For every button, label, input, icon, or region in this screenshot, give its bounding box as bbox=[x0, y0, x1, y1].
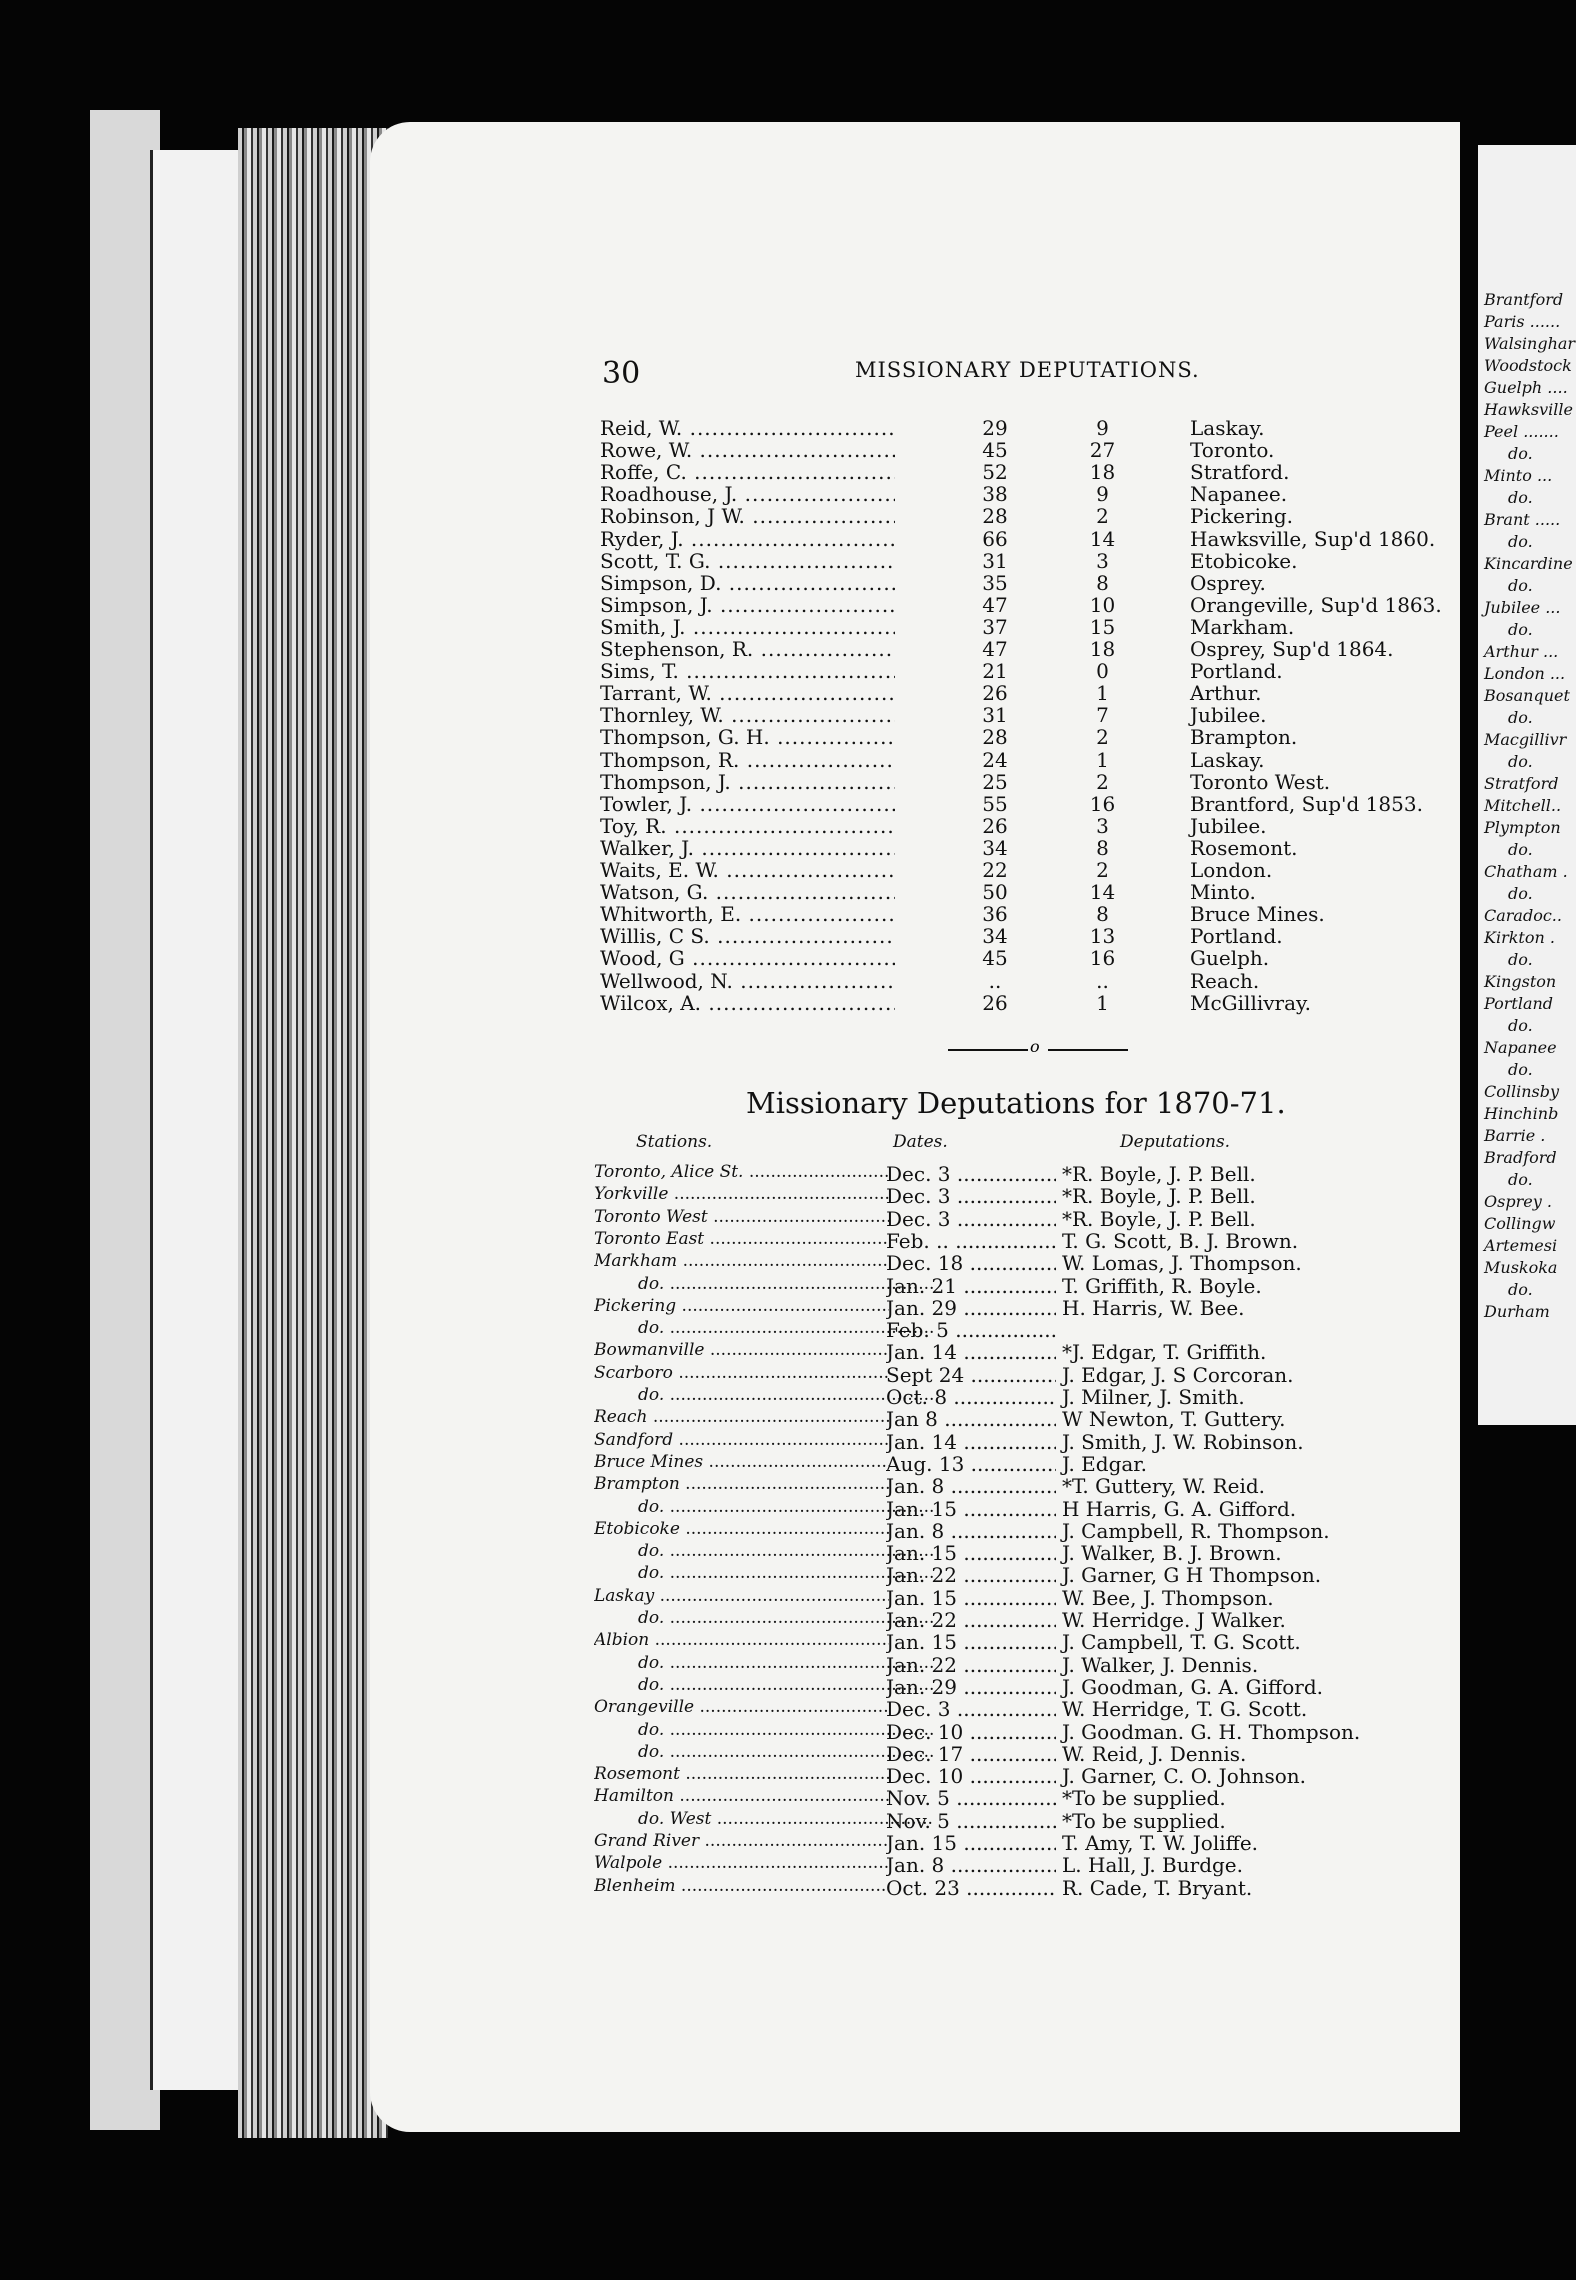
deputation-date: Jan. 15 ..... bbox=[886, 1541, 1056, 1565]
facing-page-fragment: Osprey . bbox=[1484, 1192, 1552, 1211]
minister-name: Thornley, W. ..... bbox=[600, 703, 895, 727]
minister-years-service: 18 bbox=[1089, 460, 1116, 485]
station-name: Sandford ..... bbox=[594, 1430, 889, 1450]
station-name: do. ..... bbox=[594, 1742, 933, 1762]
facing-page-fragment: do. bbox=[1508, 1280, 1533, 1299]
station-name: do. ..... bbox=[594, 1318, 933, 1338]
minister-place: Bruce Mines. bbox=[1190, 902, 1325, 927]
minister-years-service: 9 bbox=[1096, 416, 1109, 440]
minister-years-service: 1 bbox=[1096, 681, 1109, 706]
minister-name: Roadhouse, J. ..... bbox=[600, 482, 895, 506]
station-name: Yorkville ..... bbox=[594, 1184, 889, 1204]
deputation-names: T. Amy, T. W. Joliffe. bbox=[1062, 1831, 1259, 1855]
deputation-names: J. Campbell, T. G. Scott. bbox=[1062, 1630, 1301, 1655]
station-name: Reach ..... bbox=[594, 1407, 889, 1427]
deputation-date: Dec. 3 ..... bbox=[886, 1697, 1056, 1721]
minister-years-age: 24 bbox=[982, 747, 1008, 772]
facing-page-fragment: Jubilee ... bbox=[1484, 598, 1561, 617]
minister-place: Toronto. bbox=[1190, 438, 1275, 463]
minister-place: Guelph. bbox=[1190, 946, 1270, 971]
minister-place: Laskay. bbox=[1190, 416, 1265, 440]
minister-years-service: 0 bbox=[1096, 659, 1109, 684]
deputation-date: Dec. 3 ..... bbox=[886, 1184, 1056, 1208]
station-name: Bruce Mines ..... bbox=[594, 1452, 889, 1472]
minister-name: Sims, T. ..... bbox=[600, 659, 895, 683]
deputation-date: Dec. 18 ..... bbox=[886, 1251, 1056, 1275]
minister-name: Thompson, R. ..... bbox=[600, 748, 895, 772]
minister-place: Portland. bbox=[1190, 924, 1283, 949]
facing-page-fragment: Kingston bbox=[1484, 972, 1557, 991]
station-name: do. West ..... bbox=[594, 1809, 933, 1829]
deputation-date: Feb. .. ..... bbox=[886, 1229, 1056, 1253]
minister-years-age: 31 bbox=[982, 548, 1008, 573]
deputation-date: Oct. 23 ..... bbox=[886, 1876, 1056, 1900]
station-name: do. ..... bbox=[594, 1274, 933, 1294]
minister-place: Toronto West. bbox=[1190, 769, 1331, 794]
facing-page-fragment: do. bbox=[1508, 840, 1533, 859]
deputation-date: Dec. 3 ..... bbox=[886, 1162, 1056, 1186]
facing-page-fragment: Kirkton . bbox=[1484, 928, 1555, 947]
deputation-date: Jan. 22 ..... bbox=[886, 1608, 1056, 1632]
deputation-date: Dec. 3 ..... bbox=[886, 1207, 1056, 1231]
deputation-names: *To be supplied. bbox=[1062, 1808, 1226, 1833]
minister-years-service: 7 bbox=[1096, 703, 1109, 728]
header-deputations: Deputations. bbox=[1120, 1132, 1231, 1152]
facing-page-fragment: Portland bbox=[1484, 994, 1554, 1013]
facing-page-fragment: Peel ....... bbox=[1484, 422, 1559, 441]
minister-years-age: 45 bbox=[982, 946, 1008, 971]
minister-name: Scott, T. G. ..... bbox=[600, 549, 895, 573]
facing-page-fragment: Brantford bbox=[1484, 290, 1564, 309]
minister-place: Jubilee. bbox=[1190, 813, 1267, 838]
minister-name: Whitworth, E. ..... bbox=[600, 902, 895, 926]
deputation-names: *R. Boyle, J. P. Bell. bbox=[1062, 1184, 1256, 1209]
deputation-names: J. Milner, J. Smith. bbox=[1062, 1385, 1245, 1409]
deputation-date: Sept 24 ..... bbox=[886, 1363, 1056, 1387]
facing-page-fragment: Paris ...... bbox=[1484, 312, 1561, 331]
minister-years-service: 15 bbox=[1089, 614, 1116, 639]
deputation-names: J. Campbell, R. Thompson. bbox=[1062, 1518, 1330, 1543]
minister-name: Simpson, J. ..... bbox=[600, 593, 895, 617]
facing-page-fragment: Collingw bbox=[1484, 1214, 1556, 1233]
minister-years-age: 47 bbox=[982, 637, 1008, 661]
minister-place: Portland. bbox=[1190, 659, 1283, 684]
facing-page-fragment: Arthur ... bbox=[1484, 642, 1559, 661]
minister-years-age: 35 bbox=[982, 570, 1008, 595]
minister-years-age: 38 bbox=[982, 482, 1008, 507]
minister-years-service: .. bbox=[1096, 968, 1109, 993]
minister-place: Pickering. bbox=[1190, 504, 1294, 529]
deputation-names: J. Garner, G H Thompson. bbox=[1062, 1563, 1322, 1588]
minister-years-service: 16 bbox=[1089, 946, 1116, 971]
minister-years-service: 8 bbox=[1096, 902, 1109, 927]
deputation-names: W. Lomas, J. Thompson. bbox=[1062, 1251, 1302, 1276]
facing-page-fragment: do. bbox=[1508, 752, 1533, 771]
minister-years-service: 9 bbox=[1096, 482, 1109, 507]
station-name: Albion ..... bbox=[594, 1630, 889, 1650]
deputation-date: Jan. 22 ..... bbox=[886, 1653, 1056, 1677]
facing-page-fragment: do. bbox=[1508, 444, 1533, 463]
minister-place: Brampton. bbox=[1190, 725, 1298, 750]
facing-page-fragment: London ... bbox=[1484, 664, 1566, 683]
facing-page-fragment: Walsinghar bbox=[1484, 334, 1576, 353]
facing-page-fragment: do. bbox=[1508, 532, 1533, 551]
minister-name: Smith, J. ..... bbox=[600, 615, 895, 639]
facing-page-margin bbox=[1478, 145, 1576, 1425]
minister-name: Roffe, C. ..... bbox=[600, 460, 895, 484]
page-number: 30 bbox=[602, 356, 641, 391]
deputation-names: J. Edgar. bbox=[1062, 1451, 1148, 1476]
minister-years-service: 27 bbox=[1089, 438, 1116, 463]
facing-page-fragment: Plympton bbox=[1484, 818, 1561, 837]
deputation-date: Jan. 29 ..... bbox=[886, 1296, 1056, 1320]
facing-page-fragment: Napanee bbox=[1484, 1038, 1557, 1057]
deputation-names: J. Garner, C. O. Johnson. bbox=[1062, 1764, 1307, 1789]
minister-years-service: 2 bbox=[1096, 858, 1109, 882]
deputation-date: Oct. 8 ..... bbox=[886, 1385, 1056, 1409]
station-name: Blenheim ..... bbox=[594, 1876, 889, 1896]
facing-page-fragment: Bradford bbox=[1484, 1148, 1557, 1167]
minister-years-service: 1 bbox=[1096, 747, 1109, 772]
deputation-names: *To be supplied. bbox=[1062, 1786, 1226, 1811]
station-name: Toronto, Alice St. ..... bbox=[594, 1162, 889, 1182]
deputation-date: Jan. 15 ..... bbox=[886, 1630, 1056, 1654]
minister-years-age: 22 bbox=[982, 858, 1008, 882]
minister-years-age: 29 bbox=[982, 416, 1008, 440]
minister-years-age: 50 bbox=[982, 880, 1008, 905]
minister-years-service: 13 bbox=[1089, 924, 1116, 949]
minister-name: Towler, J. ..... bbox=[600, 792, 895, 816]
minister-place: Osprey. bbox=[1190, 570, 1266, 595]
minister-years-service: 8 bbox=[1096, 835, 1109, 860]
deputation-names: W. Reid, J. Dennis. bbox=[1062, 1741, 1247, 1766]
minister-years-age: 37 bbox=[982, 614, 1008, 639]
minister-years-age: 26 bbox=[982, 681, 1008, 706]
deputation-names: *R. Boyle, J. P. Bell. bbox=[1062, 1206, 1256, 1231]
minister-place: Markham. bbox=[1190, 614, 1295, 639]
minister-years-age: 21 bbox=[982, 659, 1008, 684]
facing-page-fragment: do. bbox=[1508, 620, 1533, 639]
minister-years-age: 26 bbox=[982, 990, 1008, 1015]
minister-years-age: 25 bbox=[982, 769, 1008, 794]
facing-page-fragment: do. bbox=[1508, 576, 1533, 595]
minister-place: Rosemont. bbox=[1190, 835, 1298, 860]
station-name: Toronto East ..... bbox=[594, 1229, 889, 1249]
station-name: do. ..... bbox=[594, 1497, 933, 1517]
deputation-names: J. Smith, J. W. Robinson. bbox=[1062, 1429, 1304, 1454]
minister-name: Tarrant, W. ..... bbox=[600, 681, 895, 705]
deputation-names: *J. Edgar, T. Griffith. bbox=[1062, 1340, 1267, 1365]
minister-years-age: 45 bbox=[982, 438, 1008, 463]
facing-page-fragment: Barrie . bbox=[1484, 1126, 1546, 1145]
station-name: Grand River ..... bbox=[594, 1831, 889, 1851]
facing-page-fragment: do. bbox=[1508, 708, 1533, 727]
deputation-date: Feb. 5 ..... bbox=[886, 1318, 1056, 1342]
deputation-names: J. Edgar, J. S Corcoran. bbox=[1062, 1362, 1294, 1387]
station-name: do. ..... bbox=[594, 1608, 933, 1628]
station-name: Toronto West ..... bbox=[594, 1207, 889, 1227]
facing-page-fragment: do. bbox=[1508, 884, 1533, 903]
deputation-date: Nov. 5 ..... bbox=[886, 1786, 1056, 1810]
minister-years-age: 31 bbox=[982, 703, 1008, 728]
minister-years-service: 10 bbox=[1089, 592, 1116, 617]
page-edges bbox=[238, 128, 388, 2138]
deputation-names: W. Bee, J. Thompson. bbox=[1062, 1585, 1274, 1610]
facing-page-fragment: Guelph .... bbox=[1484, 378, 1568, 397]
minister-years-service: 2 bbox=[1096, 504, 1109, 529]
minister-years-age: 34 bbox=[982, 835, 1008, 860]
deputation-names: *T. Guttery, W. Reid. bbox=[1062, 1474, 1266, 1499]
deputation-names: W. Herridge. J Walker. bbox=[1062, 1608, 1286, 1632]
deputation-names: J. Walker, J. Dennis. bbox=[1062, 1652, 1259, 1677]
deputation-date: Jan. 29 ..... bbox=[886, 1675, 1056, 1699]
running-head: MISSIONARY DEPUTATIONS. bbox=[855, 358, 1200, 382]
facing-page-fragment: Macgillivr bbox=[1484, 730, 1567, 749]
minister-name: Walker, J. ..... bbox=[600, 836, 895, 860]
station-name: Bowmanville ..... bbox=[594, 1340, 889, 1360]
minister-years-service: 2 bbox=[1096, 725, 1109, 750]
deputation-date: Jan. 14 ..... bbox=[886, 1340, 1056, 1364]
minister-name: Ryder, J. ..... bbox=[600, 527, 895, 551]
station-name: Orangeville ..... bbox=[594, 1697, 889, 1717]
station-name: Laskay ..... bbox=[594, 1586, 889, 1606]
minister-years-age: .. bbox=[988, 968, 1002, 993]
minister-place: Laskay. bbox=[1190, 747, 1265, 772]
deputation-date: Jan. 8 ..... bbox=[886, 1474, 1056, 1498]
deputation-names: J. Goodman. G. H. Thompson. bbox=[1062, 1719, 1361, 1744]
facing-page-fragment: Stratford bbox=[1484, 774, 1559, 793]
minister-years-service: 18 bbox=[1089, 637, 1116, 661]
minister-place: McGillivray. bbox=[1190, 990, 1312, 1015]
minister-name: Wood, G ..... bbox=[600, 946, 895, 970]
minister-years-age: 28 bbox=[982, 504, 1008, 529]
facing-page-fragment: Artemesi bbox=[1484, 1236, 1558, 1255]
deputation-names: W. Herridge, T. G. Scott. bbox=[1062, 1697, 1308, 1722]
minister-name: Wilcox, A. ..... bbox=[600, 991, 895, 1015]
deputation-date: Jan. 14 ..... bbox=[886, 1430, 1056, 1454]
deputation-names: J. Goodman, G. A. Gifford. bbox=[1062, 1674, 1324, 1699]
deputation-date: Aug. 13 ..... bbox=[886, 1452, 1056, 1476]
minister-name: Willis, C S. ..... bbox=[600, 924, 895, 948]
minister-name: Stephenson, R. ..... bbox=[600, 637, 895, 661]
facing-page-fragment: do. bbox=[1508, 1060, 1533, 1079]
deputation-names: T. G. Scott, B. J. Brown. bbox=[1062, 1228, 1299, 1253]
facing-page-fragment: do. bbox=[1508, 1170, 1533, 1189]
minister-years-age: 55 bbox=[982, 791, 1008, 816]
minister-name: Thompson, G. H. ..... bbox=[600, 725, 895, 749]
minister-name: Rowe, W. ..... bbox=[600, 438, 895, 462]
minister-years-service: 3 bbox=[1096, 548, 1109, 573]
minister-years-age: 36 bbox=[982, 902, 1008, 927]
minister-years-service: 14 bbox=[1089, 880, 1116, 905]
station-name: Pickering ..... bbox=[594, 1296, 889, 1316]
minister-name: Simpson, D. ..... bbox=[600, 571, 895, 595]
minister-name: Robinson, J W. ..... bbox=[600, 504, 895, 528]
station-name: do. ..... bbox=[594, 1675, 933, 1695]
deputation-names: L. Hall, J. Burdge. bbox=[1062, 1853, 1243, 1878]
minister-place: Minto. bbox=[1190, 880, 1256, 905]
facing-page-fragment: Chatham . bbox=[1484, 862, 1568, 881]
deputation-names: H Harris, G. A. Gifford. bbox=[1062, 1496, 1297, 1521]
deputation-names: W Newton, T. Guttery. bbox=[1062, 1407, 1286, 1432]
facing-page-fragment: do. bbox=[1508, 1016, 1533, 1035]
station-name: Hamilton ..... bbox=[594, 1786, 889, 1806]
header-dates: Dates. bbox=[893, 1132, 948, 1152]
station-name: do. ..... bbox=[594, 1541, 933, 1561]
minister-years-service: 2 bbox=[1096, 769, 1109, 794]
minister-place: Orangeville, Sup'd 1863. bbox=[1190, 592, 1442, 617]
minister-years-age: 47 bbox=[982, 592, 1008, 617]
deputation-date: Nov. 5 ..... bbox=[886, 1809, 1056, 1833]
station-name: Etobicoke ..... bbox=[594, 1519, 889, 1539]
minister-place: Osprey, Sup'd 1864. bbox=[1190, 637, 1394, 661]
minister-place: London. bbox=[1190, 858, 1273, 882]
minister-years-age: 26 bbox=[982, 813, 1008, 838]
deputation-date: Jan. 15 ..... bbox=[886, 1586, 1056, 1610]
header-stations: Stations. bbox=[636, 1132, 713, 1152]
facing-page-fragment: Caradoc.. bbox=[1484, 906, 1562, 925]
deputation-names: R. Cade, T. Bryant. bbox=[1062, 1875, 1253, 1900]
station-name: do. ..... bbox=[594, 1653, 933, 1673]
deputation-date: Jan 8 ..... bbox=[886, 1407, 1056, 1431]
minister-years-age: 34 bbox=[982, 924, 1008, 949]
facing-page-fragment: Durham bbox=[1484, 1302, 1550, 1321]
facing-page-fragment: Hinchinb bbox=[1484, 1104, 1559, 1123]
station-name: Markham ..... bbox=[594, 1251, 889, 1271]
station-name: Brampton ..... bbox=[594, 1474, 889, 1494]
deputation-date: Dec. 17 ..... bbox=[886, 1742, 1056, 1766]
deputation-date: Dec. 10 ..... bbox=[886, 1720, 1056, 1744]
station-name: Scarboro ..... bbox=[594, 1363, 889, 1383]
station-name: Rosemont ..... bbox=[594, 1764, 889, 1784]
minister-place: Hawksville, Sup'd 1860. bbox=[1190, 526, 1436, 551]
facing-page-fragment: do. bbox=[1508, 488, 1533, 507]
facing-page-fragment: Bosanquet bbox=[1484, 686, 1570, 705]
facing-page-fragment: Brant ..... bbox=[1484, 510, 1561, 529]
minister-place: Reach. bbox=[1190, 968, 1260, 993]
minister-years-service: 3 bbox=[1096, 813, 1109, 838]
minister-years-service: 1 bbox=[1096, 990, 1109, 1015]
deputation-names: *R. Boyle, J. P. Bell. bbox=[1062, 1162, 1256, 1186]
deputation-date: Jan. 8 ..... bbox=[886, 1853, 1056, 1877]
deputation-date: Jan. 8 ..... bbox=[886, 1519, 1056, 1543]
station-name: Walpole ..... bbox=[594, 1853, 889, 1873]
deputation-date: Jan. 15 ..... bbox=[886, 1831, 1056, 1855]
minister-name: Wellwood, N. ..... bbox=[600, 969, 895, 993]
minister-name: Thompson, J. ..... bbox=[600, 770, 895, 794]
section-divider bbox=[948, 1037, 1128, 1056]
minister-years-age: 52 bbox=[982, 460, 1008, 485]
deputation-date: Dec. 10 ..... bbox=[886, 1764, 1056, 1788]
facing-page-fragment: Kincardine bbox=[1484, 554, 1573, 573]
divider-mark: o bbox=[1030, 1037, 1040, 1056]
deputation-date: Jan. 15 ..... bbox=[886, 1497, 1056, 1521]
deputation-names: J. Walker, B. J. Brown. bbox=[1062, 1541, 1282, 1566]
deputation-date: Jan. 22 ..... bbox=[886, 1563, 1056, 1587]
deputation-date: Jan. 21 ..... bbox=[886, 1274, 1056, 1298]
minister-name: Toy, R. ..... bbox=[600, 814, 895, 838]
section-title: Missionary Deputations for 1870-71. bbox=[746, 1086, 1286, 1120]
station-name: do. ..... bbox=[594, 1385, 933, 1405]
minister-years-service: 8 bbox=[1096, 570, 1109, 595]
minister-place: Jubilee. bbox=[1190, 703, 1267, 728]
facing-page-fragment: Mitchell.. bbox=[1484, 796, 1562, 815]
minister-place: Stratford. bbox=[1190, 460, 1290, 485]
minister-name: Reid, W. ..... bbox=[600, 416, 895, 440]
station-name: do. ..... bbox=[594, 1720, 933, 1740]
minister-place: Brantford, Sup'd 1853. bbox=[1190, 791, 1423, 816]
station-name: do. ..... bbox=[594, 1563, 933, 1583]
minister-years-age: 28 bbox=[982, 725, 1008, 750]
facing-page-fragment: do. bbox=[1508, 950, 1533, 969]
deputation-names: T. Griffith, R. Boyle. bbox=[1062, 1273, 1262, 1298]
minister-place: Etobicoke. bbox=[1190, 548, 1298, 573]
facing-page-fragment: Muskoka bbox=[1484, 1258, 1558, 1277]
minister-years-age: 66 bbox=[982, 526, 1008, 551]
facing-page-fragment: Woodstock bbox=[1484, 356, 1572, 375]
minister-place: Napanee. bbox=[1190, 482, 1288, 507]
facing-page-fragment: Collinsby bbox=[1484, 1082, 1560, 1101]
facing-page-fragment: Minto ... bbox=[1484, 466, 1553, 485]
minister-name: Waits, E. W. ..... bbox=[600, 858, 895, 882]
deputation-names: H. Harris, W. Bee. bbox=[1062, 1295, 1245, 1320]
facing-page-fragment: Hawksville bbox=[1484, 400, 1573, 419]
minister-place: Arthur. bbox=[1190, 681, 1262, 706]
minister-name: Watson, G. ..... bbox=[600, 880, 895, 904]
minister-years-service: 16 bbox=[1089, 791, 1116, 816]
minister-years-service: 14 bbox=[1089, 526, 1116, 551]
